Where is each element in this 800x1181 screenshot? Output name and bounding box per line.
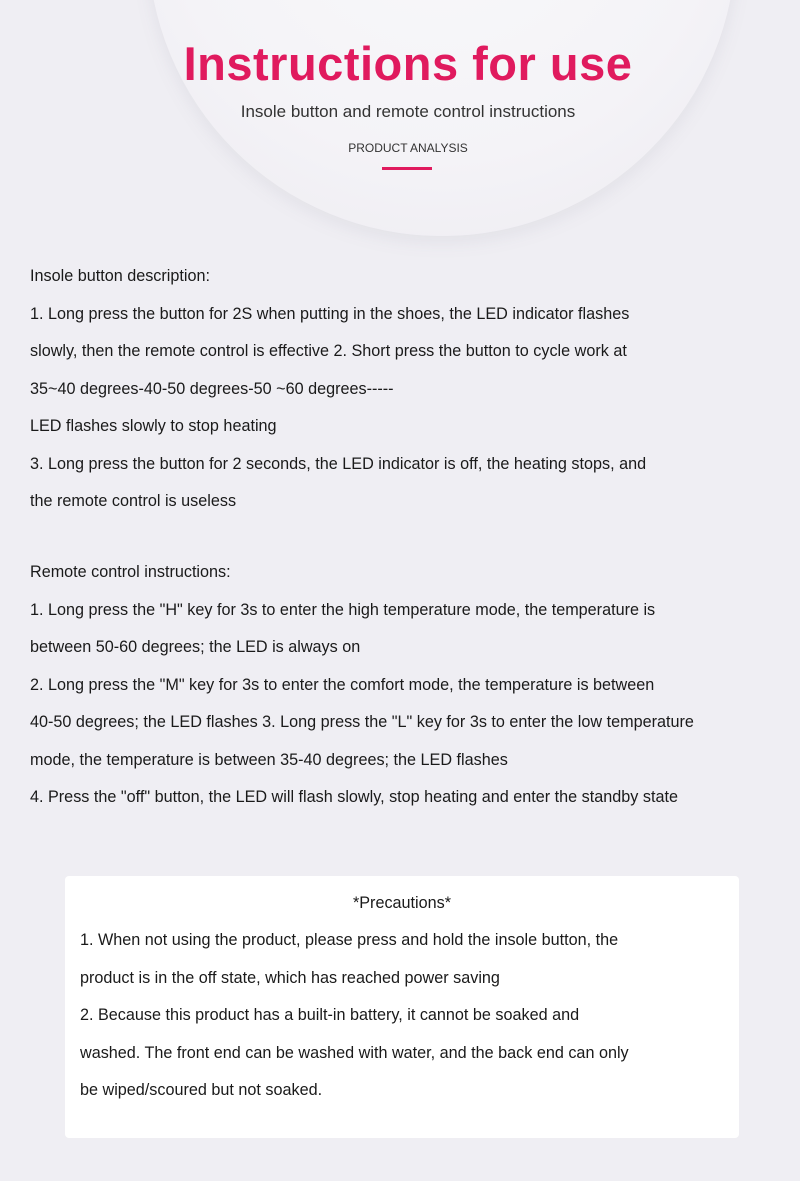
page-title: Instructions for use	[183, 37, 633, 90]
page-subtitle: Insole button and remote control instructions	[240, 102, 576, 121]
precaution-line: washed. The front end can be washed with water, and the back end can only	[80, 1043, 629, 1062]
insole-button-section	[30, 258, 795, 521]
precaution-line: 2. Because this product has a built-in battery, it cannot be soaked and	[80, 1006, 580, 1024]
remote-line: 1. Long press the "H" key for 3s to enter the high temperature mode, the temperature is	[30, 600, 656, 619]
insole-line: 1. Long press the button for 2S when putting in the shoes, the LED indicator flashes	[30, 304, 630, 323]
precautions-title: *Precautions*	[352, 894, 452, 912]
insole-line: LED flashes slowly to stop heating	[30, 417, 277, 435]
remote-line: 40-50 degrees; the LED flashes 3. Long press the "L" key for 3s to enter the low temperature	[30, 713, 694, 731]
remote-line: 4. Press the "off" button, the LED will flash slowly, stop heating and enter the standby state	[30, 788, 678, 806]
accent-underline	[382, 167, 432, 170]
remote-line: between 50-60 degrees; the LED is always on	[30, 638, 361, 656]
insole-line: 3. Long press the button for 2 seconds, the LED indicator is off, the heating stops, and	[30, 454, 647, 473]
insole-line: slowly, then the remote control is effective 2. Short press the button to cycle work at	[30, 342, 627, 360]
precaution-line: be wiped/scoured but not soaked.	[80, 1081, 323, 1099]
precaution-line: 1. When not using the product, please press and hold the insole button, the	[80, 931, 619, 949]
insole-heading: Insole button description:	[30, 267, 210, 285]
remote-line: mode, the temperature is between 35-40 degrees; the LED flashes	[30, 750, 508, 769]
insole-line: 35~40 degrees-40-50 degrees-50 ~60 degrees-----	[30, 379, 394, 398]
precautions-card	[65, 876, 739, 1138]
precautions-body	[80, 922, 730, 1110]
remote-line: 2. Long press the "M" key for 3s to enter the comfort mode, the temperature is between	[30, 675, 655, 694]
insole-line: the remote control is useless	[30, 492, 237, 510]
section-tag: PRODUCT ANALYSIS	[348, 141, 468, 155]
remote-heading: Remote control instructions:	[30, 563, 231, 581]
remote-control-section	[30, 554, 795, 817]
precaution-line: product is in the off state, which has reached power saving	[80, 968, 500, 987]
